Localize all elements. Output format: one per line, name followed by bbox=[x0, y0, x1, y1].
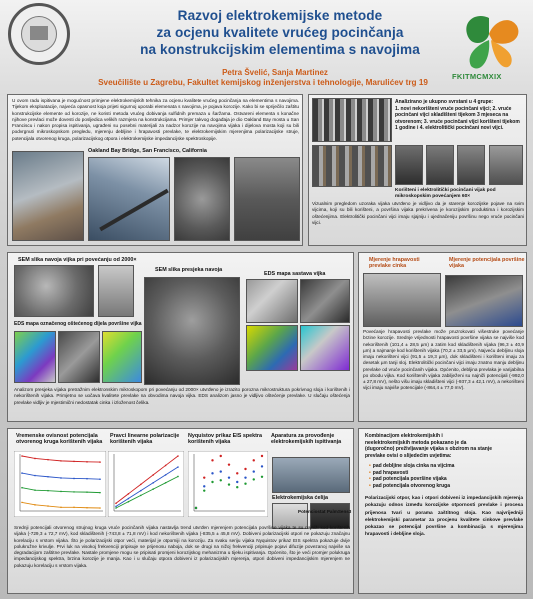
data-point bbox=[34, 458, 36, 460]
data-point bbox=[152, 474, 154, 476]
data-point bbox=[86, 461, 88, 463]
conclusion-bullet: • pad hrapavosti bbox=[369, 469, 409, 476]
micro-caption: Korišteni i elektrolitički pocinčani vijak pod mikroskopskim povećanjem 60× bbox=[395, 188, 496, 199]
data-point bbox=[140, 495, 142, 497]
data-point bbox=[115, 506, 117, 508]
bridge-closeup-image bbox=[12, 151, 84, 241]
potential-meter-image bbox=[445, 275, 523, 327]
data-point bbox=[261, 476, 263, 478]
intro-text: U ovom radu ispitivana je mogućnost primjene elektrokemijskih tehnika za ocjenu kvalitete vrućeg pocinčanja na elementima s navojima. Tijekom eksploatacije, najveća opasnost koja prijeti sigurnoj uporabi elemenata s navojima, je pojava korozije. Kako bi se spriječilo zaštitu konstrukcijske elemente od korozije, ne koristi metoda vrućeg dobivanja sulfidnih premaza u šaržama. Ostvareni elementa s konačne njihove prevlaci može dovesti do posljedica velikih razmjera na konstrukcijama. Primjer takvog događaja je dio Oakland Bay mosta u San Franciscu i nakon propisa ispitivanja, ugrađeni su posebni materijali za nadzor korozije na navojima vijaka i dijelova mosta koji su bili podvrgnuti mikroskopskom pregledu, mjerenju debljine i hrapavosti prevlake, te elektrokemijskim mjerenjima polarizacijske struje, potencijala otvorenog kruga, polarizacijskog otpora i elektrokemijske impedancijske spektroskopije. bbox=[12, 98, 299, 141]
plot-area bbox=[108, 451, 184, 517]
bridge-caption: Oakland Bay Bridge, San Francisco, California bbox=[88, 148, 207, 154]
polarization-plot-title: Pravci linearne polarizacije korištenih vijaka bbox=[110, 433, 180, 446]
data-point bbox=[211, 472, 213, 474]
conclusion-intro-2: neelektrokemijskih metoda pokazano je da bbox=[365, 439, 467, 446]
sem-2000-image bbox=[14, 265, 94, 317]
ocp-chart bbox=[14, 451, 106, 517]
data-point bbox=[152, 488, 154, 490]
conclusion-bullet: • pad potencijala otvorenog kruga bbox=[369, 482, 450, 489]
data-point bbox=[86, 507, 88, 509]
eds-map-dark-image bbox=[300, 279, 350, 323]
data-point bbox=[128, 501, 130, 503]
data-point bbox=[253, 470, 255, 472]
data-point bbox=[73, 491, 75, 493]
data-point bbox=[203, 485, 205, 487]
roughness-caption: Mjerenje hrapavosti prevlake cinka bbox=[369, 257, 420, 270]
data-point bbox=[21, 472, 23, 474]
eds-color-2-image bbox=[300, 325, 350, 371]
data-point bbox=[140, 484, 142, 486]
data-point bbox=[128, 498, 130, 500]
data-point bbox=[60, 491, 62, 493]
eds-map-caption: EDS mapa sastava vijka bbox=[264, 271, 326, 277]
bolt-micro-1-image bbox=[395, 145, 423, 185]
cell-title: Elektrokemijska ćelija bbox=[272, 495, 329, 501]
data-point bbox=[211, 459, 213, 461]
data-point bbox=[86, 478, 88, 480]
data-point bbox=[34, 504, 36, 506]
data-point bbox=[60, 460, 62, 462]
data-point bbox=[34, 489, 36, 491]
data-point bbox=[115, 502, 117, 504]
data-point bbox=[86, 491, 88, 493]
data-point bbox=[244, 483, 246, 485]
potential-caption: Mjerenje potencijala površine vijaka bbox=[449, 257, 525, 270]
data-point bbox=[21, 487, 23, 489]
authors: Petra Švelić, Sanja Martinez bbox=[222, 68, 328, 77]
corroded-bolt-image bbox=[174, 157, 230, 241]
data-point bbox=[21, 502, 23, 504]
data-point bbox=[195, 507, 197, 509]
data-point bbox=[253, 459, 255, 461]
data-point bbox=[261, 465, 263, 467]
bolt-micro-3-image bbox=[457, 145, 485, 185]
data-point bbox=[228, 463, 230, 465]
poster-title-line-3: na konstrukcijskim elementima s navojima bbox=[140, 42, 420, 57]
sem-2000-caption: SEM slika navoja vijka pri povećanju od 2000× bbox=[18, 257, 137, 263]
conclusion-text: Polarizacijski otpor, kao i otpori dobiveni iz impedancijskih mjerenja pokazuju odnos između korozijske otpornosti prevlake i procesa prijenosa tvari u porama zaštitnog sloja. Kao najvrijedniji elektrokemijski parametar za procjenu kvalitete cinkove prevlake pokazao se potencijal površine a kombinacija s mjerenjima hrapavosti i debljine sloja. bbox=[365, 496, 523, 538]
samples-line-4: otvorenom; 3. vruće pocinčani vijci korišteni tijekom bbox=[395, 118, 520, 125]
potentiostat-title: Potenciostat PalmSens3 bbox=[298, 509, 352, 514]
data-point bbox=[128, 493, 130, 495]
data-point bbox=[165, 465, 167, 467]
apparatus-image bbox=[272, 457, 350, 493]
eds-marked-caption: EDS mapa označenog oštećenog dijela površine vijka bbox=[14, 321, 142, 327]
data-point bbox=[99, 492, 101, 494]
affiliation: Sveučilište u Zagrebu, Fakultet kemijskog inženjerstva i tehnologije, Marulićev trg 19 bbox=[98, 78, 428, 87]
data-point bbox=[261, 455, 263, 457]
apparatus-title: Aparatura za provođenje elektrokemijskih ispitivanja bbox=[271, 433, 342, 446]
intro-panel bbox=[7, 94, 303, 246]
bridge-aerial-image bbox=[88, 157, 170, 241]
data-point bbox=[140, 490, 142, 492]
data-point bbox=[99, 507, 101, 509]
samples-bottom-text: Vizualnim pregledom uzoraka vijaka utvrđeno je vidljivo da je starenje korozijske pojave na svim vijcima, koji su bili korišteni, a površina vijaka prekrivena je korozijskim produktima i korozijskim oštećenjima. Elektrolitički pocinčani vijci imaju sjajniju i ujednačeniju površinu nego vruće pocinčani vijci. bbox=[312, 201, 524, 225]
roughness-panel bbox=[358, 252, 527, 422]
data-point bbox=[47, 459, 49, 461]
data-point bbox=[165, 474, 167, 476]
data-point bbox=[73, 478, 75, 480]
data-point bbox=[203, 489, 205, 491]
data-point bbox=[60, 506, 62, 508]
eds-marked-2-image bbox=[58, 331, 100, 383]
samples-line-3: pocinčani vijci skladišteni tijekom 3 mjeseca na bbox=[395, 112, 509, 119]
data-point bbox=[47, 476, 49, 478]
data-point bbox=[228, 476, 230, 478]
bolt-micro-4-image bbox=[489, 145, 523, 185]
bolt-surface-image bbox=[234, 157, 300, 241]
conclusion-intro-4: prevlake ovisi o slijedećim uvjetima: bbox=[365, 452, 452, 459]
data-point bbox=[244, 476, 246, 478]
data-point bbox=[115, 507, 117, 509]
university-seal-icon bbox=[8, 3, 70, 65]
electrochem-panel bbox=[7, 428, 354, 594]
bolt-micro-2-image bbox=[426, 145, 454, 185]
data-point bbox=[220, 479, 222, 481]
bolts-row-image bbox=[312, 98, 392, 142]
nyquist-chart bbox=[188, 451, 268, 517]
data-point bbox=[165, 482, 167, 484]
sem-section-caption: SEM slika presjeka navoja bbox=[155, 267, 223, 273]
data-point bbox=[220, 470, 222, 472]
data-point bbox=[236, 481, 238, 483]
eds-marked-3-image bbox=[102, 331, 142, 383]
conclusion-bullet: • pad potencijala površine vijaka bbox=[369, 476, 447, 483]
data-point bbox=[203, 476, 205, 478]
data-point bbox=[47, 490, 49, 492]
data-point bbox=[73, 461, 75, 463]
data-point bbox=[73, 506, 75, 508]
ocp-plot-title: Vremenske ovisnost potencijala otvorenog kruga korištenih vijaka bbox=[16, 433, 103, 446]
electrochem-text: Srednji potencijali otvorenog strujnog kruga vruće pocinčanih vijaka nastavlja trend utvrđen mjerenjem potencijala površine vijaka te su najniži kod korištenih vijaka (-729,3 ± 72,7 mV), kod skladištenih (-743,8 ± 71,8 mV) i kod nekorištenih vijaka (-835,5 ± 45,8 mV). Dobiveni polarizacijski otpori ne pokazuju značajnu korelaciju s vrstom vijaka. Što je polarizacijski otpor veći, materijal je otporniji na koroziju. Za svaku seriju vijaka Nyquistov prikaz EIS spektra pokazuje dvije polukružne krivulje. Prvi luk na visokoj frekvenciji pripisuje se prijenosu naboja, dok se drugi na nižoj frekvenciji pripisuje pojavi difuzije povezanoj najviše sa degradacijom zaštitne prevlake. Nastale promjene mogu se pripisati promjeni korozijskog mehanizma u tijeku ispitivanja. Općenito, što je veći promjer polukruga impedancijskog spektra, brzina korozije je manja. Kao i u slučaju otpora dobiveni iz polarizacijskih mjerenja, otpori dobiveni impedancijskim mjerenjem ne pokazuju korelaciju s vrstom vijaka. bbox=[14, 525, 350, 568]
conclusion-bullet: • pad debljine sloja cinka na vijcima bbox=[369, 463, 455, 469]
data-point bbox=[47, 505, 49, 507]
sem-thread-image bbox=[98, 265, 134, 317]
roughness-meter-image bbox=[363, 273, 441, 327]
poster-title-line-1: Razvoj elektrokemijske metode bbox=[177, 8, 383, 23]
conclusion-intro-3: (dugoročno) preživljavanje vijaka s obzirom na stanje bbox=[365, 446, 492, 453]
data-point bbox=[228, 483, 230, 485]
data-point bbox=[34, 475, 36, 477]
eds-marked-1-image bbox=[14, 331, 56, 383]
polarization-chart bbox=[108, 451, 184, 517]
bolts-closeup-image bbox=[312, 145, 392, 187]
sem-text: Analizom presjeka vijaka pretražnim elektronskim mikroskopom pri povećanju od 2000× utvrđeno je izrazito porozna mikrostruktura pokrivnog sloja i korištenih i nekorištenih vijaka. Primjetno se uočava kvalitete prevlake na obvodima navoja vijka. EDS analizom jasno je vidljivo oštećenje prevlake. U slučaju oštećenja prevlake vidljiv je mjestimični nedostatak cinka i izloženost čelika. bbox=[14, 387, 350, 405]
roughness-text: Povećanje hrapavosti prevlake može pruzrokovati višestruke povećanje brzine korozije. Srednje vrijednosti hrapavosti površine vijaka se najviše kod nekorištenih (101,4 ± 28,5 µm) a zatim kod skladištenih vijaka (96,3 ± 40,9 µm) a najmanje kod korištenih vijaka (70,2 ± 33,5 µm). Najveću debljinu sloja imaju nekorišteni vijci (91,5 ± 19,3 µm), dok skladišteni i korišteni imaju za desetak µm tanji sloj. Elektrolitički pocinčani vijci imaju znatno manju debljinu prevlake od vruće pocinčanih vijaka. Općenito, debljina prevlaka je varijabilna po obodu vijka. Kod korištenih vijaka zabilježeni su najniži potencijali (-992,0 ± 27,8 mV), nešto višu imaju skladišteni vijci (-937,3 ± 42,1 mV), a nekorišteni vijci imaju najviše potencijale (-864,4 ± 77,0 mV). bbox=[363, 329, 524, 391]
sem-panel bbox=[7, 252, 354, 422]
data-point bbox=[99, 461, 101, 463]
data-point bbox=[177, 466, 179, 468]
samples-line-1: Analizirano je ukupno svrstani u 4 grupe: bbox=[395, 99, 494, 105]
data-point bbox=[21, 455, 23, 457]
eds-color-1-image bbox=[246, 325, 298, 371]
samples-panel bbox=[308, 94, 527, 246]
data-point bbox=[244, 468, 246, 470]
data-point bbox=[177, 476, 179, 478]
data-point bbox=[253, 478, 255, 480]
data-point bbox=[60, 477, 62, 479]
data-point bbox=[236, 472, 238, 474]
data-point bbox=[211, 481, 213, 483]
fkit-logo-text: FKITMCMXIX bbox=[452, 72, 502, 81]
samples-line-2: 1. novi nekorišteni vruće pocinčani vijci; 2. vruće bbox=[395, 105, 512, 112]
sem-section-image bbox=[144, 277, 240, 385]
eds-map-gray-image bbox=[246, 279, 298, 323]
data-point bbox=[152, 482, 154, 484]
poster-title-line-2: za ocjenu kvalitete vrućeg pocinčanja bbox=[156, 25, 404, 40]
data-point bbox=[99, 478, 101, 480]
samples-line-5: 1 godine i 4. elektrolitički pocinčani novi vijci. bbox=[395, 125, 504, 132]
conclusion-intro-1: Kombinacijom elektrokemijskih i bbox=[365, 433, 443, 439]
data-point bbox=[220, 455, 222, 457]
data-point bbox=[236, 486, 238, 488]
nyquist-plot-title: Nyquistov prikaz EIS spektra korištenih vijaka bbox=[188, 433, 262, 446]
data-point bbox=[177, 455, 179, 457]
conclusion-panel bbox=[358, 428, 527, 594]
